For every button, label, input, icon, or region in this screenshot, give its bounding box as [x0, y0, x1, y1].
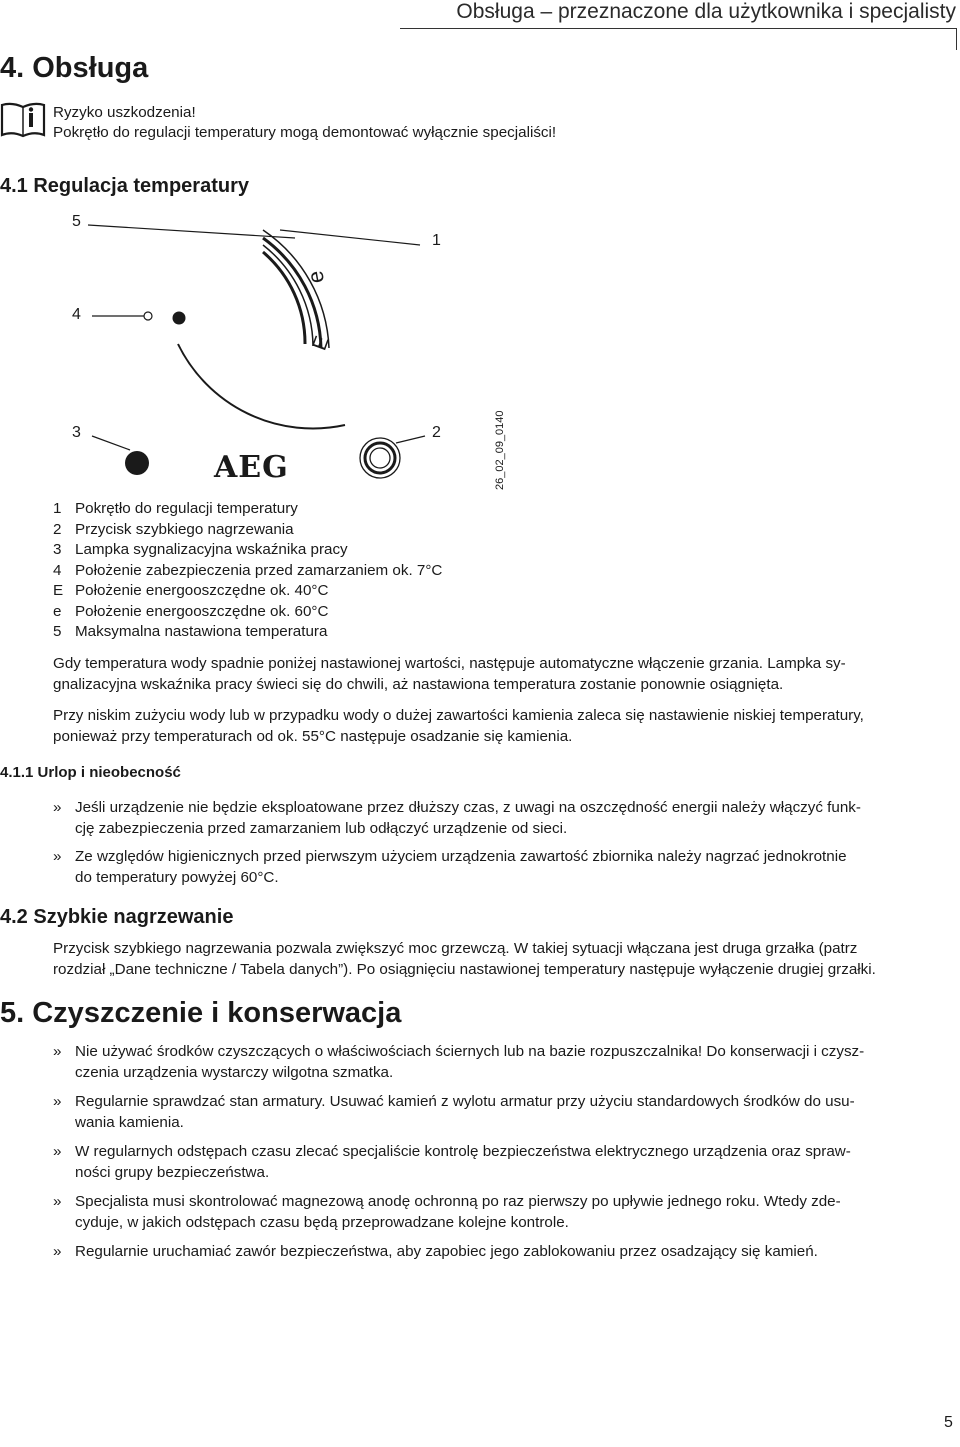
warning-text: Pokrętło do regulacji temperatury mogą demontować wyłącznie specjaliści!	[53, 124, 557, 141]
section-4-title: 4. Obsługa	[0, 52, 149, 84]
bullet-list-411	[53, 797, 953, 888]
page-header-title: Obsługa – przeznaczone dla użytkownika i specjalisty	[456, 0, 956, 23]
list-item: » Nie używać środków czyszczących o właściwościach ściernych lub na bazie rozpuszczalnika! Do konserwacji i czysz- czenia urządzenia wystarczy wilgotna szmatka.	[53, 1043, 865, 1081]
legend-item: 1 Pokrętło do regulacji temperatury	[53, 500, 298, 517]
figure-legend	[53, 500, 442, 644]
legend-item: 2 Przycisk szybkiego nagrzewania	[53, 520, 294, 538]
bullet-list-5	[53, 1041, 953, 1262]
temperature-dial-figure	[60, 200, 520, 490]
list-item: » Ze względów higienicznych przed pierwszym użyciem urządzenia zawartość zbiornika należy nagrzać jednokrotnie do temperatury powyżej 60°C.	[53, 848, 847, 886]
info-book-icon	[0, 101, 46, 139]
dial-mark-e: e	[302, 268, 330, 286]
paragraph-limescale: Przy niskim zużyciu wody lub w przypadku wody o dużej zawartości kamienia zaleca się nastawienie niskiej temperatury, ponieważ przy temperaturach od ok. 55°C następuje osadzanie się kamienia.	[53, 707, 864, 745]
header-rule-vertical	[956, 28, 957, 50]
warning-title: Ryzyko uszkodzenia!	[53, 104, 196, 121]
legend-item: E Położenie energooszczędne ok. 40°C	[53, 582, 329, 599]
callout-5: 5	[72, 213, 81, 230]
callout-2: 2	[432, 424, 441, 441]
list-item: » Specjalista musi skontrolować magnezową anodę ochronną po raz pierwszy po upływie jednego roku. Wtedy zde- cyduje, w jakich odstępach czasu będą przeprowadzane kolejne kontrole.	[53, 1193, 841, 1231]
legend-item: 3 Lampka sygnalizacyjna wskaźnika pracy	[53, 541, 348, 558]
section-411-title: 4.1.1 Urlop i nieobecność	[0, 764, 181, 781]
legend-item: e Położenie energooszczędne ok. 60°C	[53, 602, 329, 620]
page-number: 5	[944, 1414, 953, 1431]
paragraph-heating: Gdy temperatura wody spadnie poniżej nastawionej wartości, następuje automatyczne włączenie grzania. Lampka sy- gnalizacyjna wskaźnika pracy świeci się do chwili, aż nastawiona temperatura zostanie ponownie osiągnięta.	[53, 655, 846, 693]
list-item: » W regularnych odstępach czasu zlecać specjaliście kontrolę bezpieczeństwa elektrycznego urządzenia oraz spraw- ności grupy bezpieczeństwa.	[53, 1143, 851, 1181]
figure-code: 26_02_09_0140	[494, 410, 506, 490]
list-item: » Regularnie sprawdzać stan armatury. Usuwać kamień z wylotu armatur przy użyciu standardowych środków do usu- wania kamienia.	[53, 1093, 855, 1131]
paragraph-boost: Przycisk szybkiego nagrzewania pozwala zwiększyć moc grzewczą. W takiej sytuacji włączana jest druga grzałka (patrz rozdział „Dane techniczne / Tabela danych”). Po osiągnięciu nastawionej temperatury następuje wyłączenie drugiej grzałki.	[53, 940, 876, 978]
aeg-logo: AEG	[214, 450, 289, 485]
section-42-title: 4.2 Szybkie nagrzewanie	[0, 906, 234, 928]
header-rule	[400, 28, 957, 29]
legend-item: 4 Położenie zabezpieczenia przed zamarzaniem ok. 7°C	[53, 561, 443, 579]
list-item: » Regularnie uruchamiać zawór bezpieczeństwa, aby zapobiec jego zablokowaniu przez osadzający się kamień.	[53, 1243, 818, 1260]
section-5-title: 5. Czyszczenie i konserwacja	[0, 997, 402, 1029]
section-41-title: 4.1 Regulacja temperatury	[0, 175, 249, 197]
list-item: » Jeśli urządzenie nie będzie eksploatowane przez dłuższy czas, z uwagi na oszczędność energii należy włączyć funk- cję zabezpieczenia przed zamarzaniem lub odłączyć urządzenie od sieci.	[53, 799, 861, 837]
callout-4: 4	[72, 306, 81, 323]
dial-mark-E: E	[308, 333, 334, 354]
callout-1: 1	[432, 232, 441, 249]
legend-item: 5 Maksymalna nastawiona temperatura	[53, 623, 328, 640]
callout-3: 3	[72, 424, 81, 441]
